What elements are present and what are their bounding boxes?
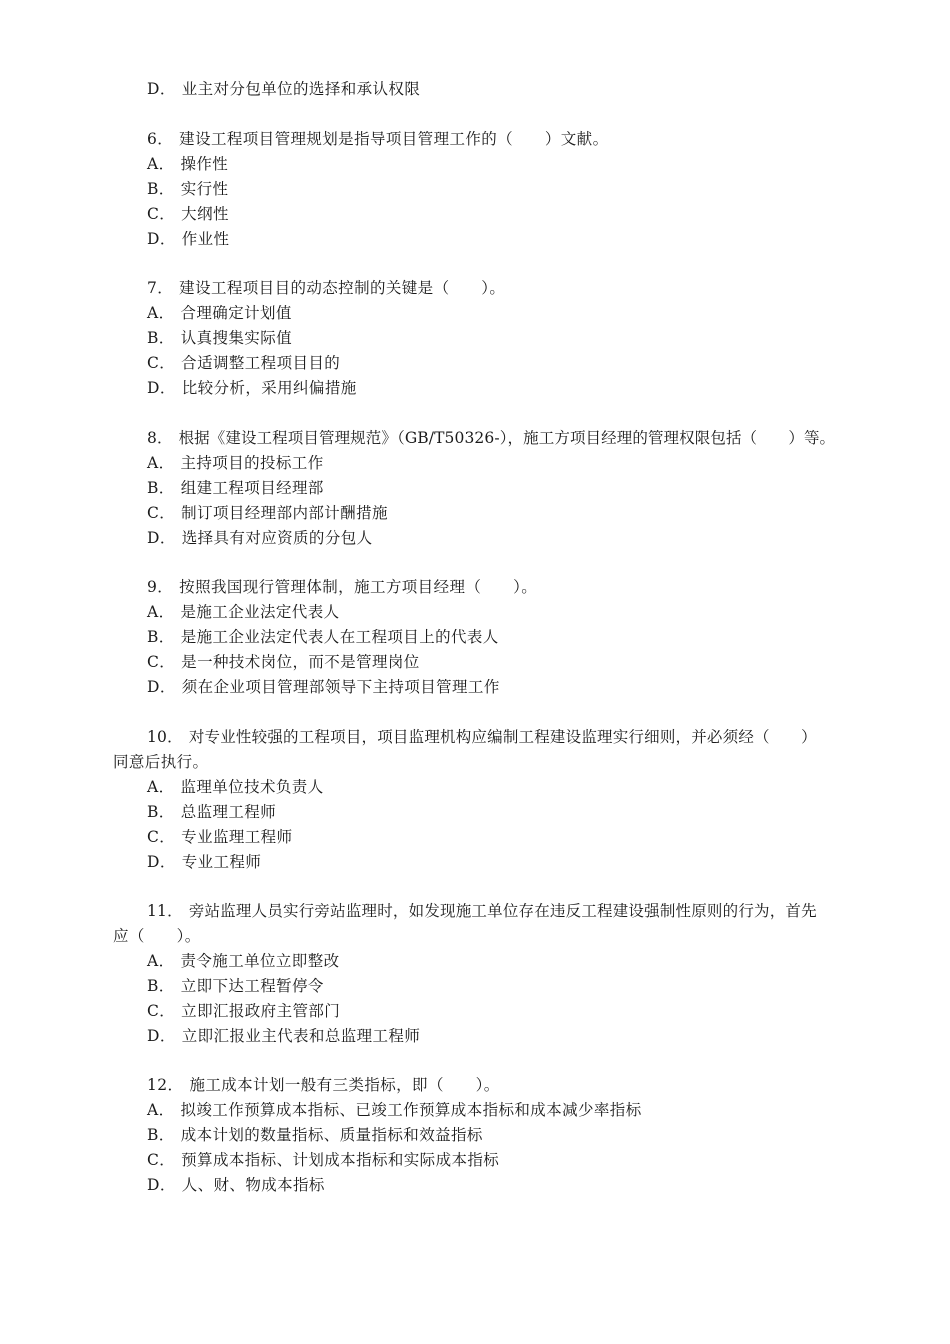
option-text: 人、财、物成本指标 xyxy=(181,1176,325,1194)
option-letter: C． xyxy=(147,354,176,372)
option-letter: C． xyxy=(147,504,176,522)
option-text: 拟竣工作预算成本指标、已竣工作预算成本指标和成本减少率指标 xyxy=(180,1101,642,1119)
option-6b xyxy=(147,179,228,199)
question-number: 6． xyxy=(147,130,174,148)
option-letter: B． xyxy=(147,479,175,497)
option-letter: A． xyxy=(147,778,175,796)
option-text: 立即汇报业主代表和总监理工程师 xyxy=(181,1027,421,1045)
option-text: 是一种技术岗位，而不是管理岗位 xyxy=(181,653,420,671)
option-8a xyxy=(147,453,324,473)
option-8d xyxy=(147,528,373,548)
option-text: 是施工企业法定代表人在工程项目上的代表人 xyxy=(180,628,499,646)
option-6a xyxy=(147,154,228,174)
option-text: 主持项目的投标工作 xyxy=(180,454,324,472)
option-letter: A． xyxy=(147,454,175,472)
option-text: 比较分析，采用纠偏措施 xyxy=(181,379,357,397)
question-text: 应（ ）。 xyxy=(113,927,201,945)
option-text: 立即下达工程暂停令 xyxy=(180,977,324,995)
option-8c xyxy=(147,503,388,523)
question-text: 按照我国现行管理体制，施工方项目经理（ ）。 xyxy=(179,578,538,596)
option-letter: D． xyxy=(147,529,176,547)
option-6c xyxy=(147,204,229,224)
question-text: 对专业性较强的工程项目，项目监理机构应编制工程建设监理实行细则，并必须经（ ） xyxy=(188,728,817,746)
option-text: 实行性 xyxy=(180,180,229,198)
question-text: 建设工程项目管理规划是指导项目管理工作的（ ）文献。 xyxy=(179,130,609,148)
question-11-stem xyxy=(147,901,817,921)
question-12-stem xyxy=(147,1075,500,1095)
option-12c xyxy=(147,1150,499,1170)
option-8b xyxy=(147,478,324,498)
question-7-stem xyxy=(147,278,505,298)
option-letter: B． xyxy=(147,329,175,347)
option-text: 成本计划的数量指标、质量指标和效益指标 xyxy=(180,1126,483,1144)
option-7d xyxy=(147,378,357,398)
option-5d xyxy=(147,79,420,99)
option-letter: D． xyxy=(147,80,176,98)
option-12b xyxy=(147,1125,483,1145)
option-letter: D． xyxy=(147,853,176,871)
option-10c xyxy=(147,827,292,847)
option-text: 专业工程师 xyxy=(181,853,262,871)
option-9a xyxy=(147,602,340,622)
option-letter: B． xyxy=(147,977,175,995)
option-text: 责令施工单位立即整改 xyxy=(180,952,340,970)
question-number: 10． xyxy=(147,728,183,746)
option-letter: A． xyxy=(147,952,175,970)
option-text: 选择具有对应资质的分包人 xyxy=(181,529,373,547)
question-number: 8． xyxy=(147,429,173,447)
option-text: 须在企业项目管理部领导下主持项目管理工作 xyxy=(181,678,500,696)
question-text: 根据《建设工程项目管理规范》（GB/T50326-），施工方项目经理的管理权限包括（ ）等。 xyxy=(178,429,836,447)
option-9c xyxy=(147,652,420,672)
option-7c xyxy=(147,353,340,373)
option-text: 立即汇报政府主管部门 xyxy=(181,1002,341,1020)
option-text: 制订项目经理部内部计酬措施 xyxy=(181,504,388,522)
question-10-stem xyxy=(147,727,817,747)
option-11b xyxy=(147,976,324,996)
question-number: 7． xyxy=(147,279,174,297)
question-number: 9． xyxy=(147,578,174,596)
option-text: 组建工程项目经理部 xyxy=(180,479,324,497)
option-letter: A． xyxy=(147,155,175,173)
question-text: 建设工程项目目的动态控制的关键是（ ）。 xyxy=(179,279,506,297)
option-letter: B． xyxy=(147,1126,175,1144)
option-11d xyxy=(147,1026,420,1046)
option-11c xyxy=(147,1001,340,1021)
option-10a xyxy=(147,777,324,797)
option-text: 合理确定计划值 xyxy=(180,304,292,322)
option-9b xyxy=(147,627,499,647)
option-9d xyxy=(147,677,500,697)
option-letter: C． xyxy=(147,653,176,671)
option-letter: B． xyxy=(147,628,175,646)
question-number: 11． xyxy=(147,902,183,920)
option-text: 专业监理工程师 xyxy=(181,828,293,846)
option-text: 作业性 xyxy=(181,230,230,248)
question-10-stem-continued xyxy=(113,752,208,772)
option-12d xyxy=(147,1175,325,1195)
option-letter: D． xyxy=(147,1176,176,1194)
option-text: 认真搜集实际值 xyxy=(180,329,293,347)
option-text: 业主对分包单位的选择和承认权限 xyxy=(181,80,421,98)
option-text: 是施工企业法定代表人 xyxy=(180,603,340,621)
option-text: 总监理工程师 xyxy=(180,803,277,821)
question-text: 施工成本计划一般有三类指标，即（ ）。 xyxy=(189,1076,500,1094)
option-letter: C． xyxy=(147,205,176,223)
question-9-stem xyxy=(147,577,537,597)
option-10d xyxy=(147,852,261,872)
option-6d xyxy=(147,229,229,249)
question-11-stem-continued xyxy=(113,926,201,946)
option-letter: A． xyxy=(147,603,175,621)
question-text: 同意后执行。 xyxy=(113,753,209,771)
option-letter: A． xyxy=(147,1101,175,1119)
option-12a xyxy=(147,1100,642,1120)
option-text: 大纲性 xyxy=(181,205,229,223)
option-7b xyxy=(147,328,292,348)
option-10b xyxy=(147,802,276,822)
option-11a xyxy=(147,951,340,971)
question-text: 旁站监理人员实行旁站监理时，如发现施工单位存在违反工程建设强制性原则的行为，首先 xyxy=(188,902,817,920)
option-letter: D． xyxy=(147,379,176,397)
option-letter: C． xyxy=(147,1151,176,1169)
option-letter: B． xyxy=(147,803,175,821)
option-letter: D． xyxy=(147,678,176,696)
option-text: 监理单位技术负责人 xyxy=(180,778,324,796)
option-letter: B． xyxy=(147,180,175,198)
option-text: 合适调整工程项目目的 xyxy=(181,354,341,372)
option-text: 操作性 xyxy=(180,155,229,173)
question-number: 12． xyxy=(147,1076,184,1094)
option-letter: C． xyxy=(147,828,176,846)
question-6-stem xyxy=(147,129,608,149)
option-letter: D． xyxy=(147,230,176,248)
question-8-stem xyxy=(147,428,835,448)
option-text: 预算成本指标、计划成本指标和实际成本指标 xyxy=(181,1151,500,1169)
option-7a xyxy=(147,303,292,323)
option-letter: D． xyxy=(147,1027,176,1045)
option-letter: A． xyxy=(147,304,175,322)
option-letter: C． xyxy=(147,1002,176,1020)
